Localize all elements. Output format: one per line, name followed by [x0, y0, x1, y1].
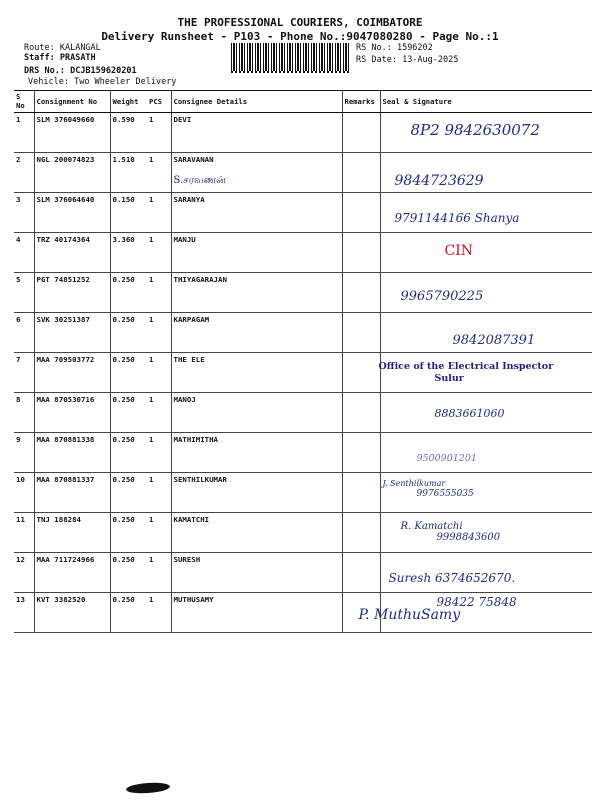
cell-sno: 5 [14, 273, 34, 313]
handwritten-signature: CIN [444, 243, 473, 259]
table-row [14, 593, 592, 633]
col-header-signature: Seal & Signature [380, 91, 592, 113]
cell-weight: 1.510 [110, 153, 147, 193]
cell-consignment: MAA 870881337 [34, 473, 110, 513]
cell-sno: 8 [14, 393, 34, 433]
cell-consignee: SARANYA [171, 193, 342, 233]
cell-consignee: MANOJ [171, 393, 342, 433]
cell-consignment: TRZ 40174364 [34, 233, 110, 273]
office-stamp-location: Sulur [434, 373, 464, 384]
table-header-row [14, 91, 592, 113]
table-row [14, 273, 592, 313]
cell-remarks [342, 433, 380, 473]
cell-remarks [342, 273, 380, 313]
vehicle-value: Two Wheeler Delivery [74, 77, 177, 87]
cell-consignment: KVT 3382520 [34, 593, 110, 633]
delivery-table [14, 90, 592, 633]
cell-consignment: SLM 376049660 [34, 113, 110, 153]
vehicle-line [28, 77, 176, 87]
cell-signature [380, 393, 592, 433]
rs-date-value: 13-Aug-2025 [402, 55, 459, 65]
col-header-remarks: Remarks [342, 91, 380, 113]
handwritten-signature: 9842087391 [452, 333, 536, 348]
cell-consignment: SLM 376064640 [34, 193, 110, 233]
table-row [14, 513, 592, 553]
table-row [14, 313, 592, 353]
handwritten-signature: R. Kamatchi [400, 521, 463, 532]
cell-sno: 11 [14, 513, 34, 553]
cell-sno: 4 [14, 233, 34, 273]
col-header-consignment: Consignment No [34, 91, 110, 113]
handwritten-signature: 9844723629 [394, 173, 484, 189]
table-row [14, 433, 592, 473]
cell-consignment: NGL 200074823 [34, 153, 110, 193]
cell-weight: 0.250 [110, 513, 147, 553]
cell-signature [358, 593, 592, 633]
cell-signature [380, 473, 592, 513]
cell-consignee: DEVI [171, 113, 342, 153]
cell-pcs: 1 [147, 193, 171, 233]
table-row [14, 393, 592, 433]
cell-remarks [342, 553, 380, 593]
cell-sno: 10 [14, 473, 34, 513]
rs-no-label: RS No.: [356, 43, 392, 53]
cell-consignment: SVK 30251387 [34, 313, 110, 353]
cell-weight: 0.590 [110, 113, 147, 153]
drs-line [24, 66, 137, 76]
cell-sno: 6 [14, 313, 34, 353]
cell-sno: 1 [14, 113, 34, 153]
cell-pcs: 1 [147, 273, 171, 313]
cell-signature [380, 313, 592, 353]
cell-consignment: MAA 709503772 [34, 353, 110, 393]
staff-value: PRASATH [59, 53, 96, 63]
cell-weight: 0.250 [110, 393, 147, 433]
table-row [14, 233, 592, 273]
table-row [14, 473, 592, 513]
handwritten-signature: 9500901201 [416, 453, 477, 464]
table-row [14, 553, 592, 593]
cell-remarks [342, 393, 380, 433]
col-header-pcs: PCS [147, 91, 171, 113]
cell-consignee: THIYAGARAJAN [171, 273, 342, 313]
handwritten-signature: Suresh 6374652670. [388, 571, 516, 585]
cell-consignment: TNJ 188284 [34, 513, 110, 553]
cell-remarks [342, 313, 380, 353]
handwritten-signature: P. MuthuSamy [358, 607, 461, 623]
cell-pcs: 1 [147, 593, 171, 633]
rs-date-label: RS Date: [356, 55, 397, 65]
cell-sno: 7 [14, 353, 34, 393]
col-header-weight: Weight [110, 91, 147, 113]
cell-weight: 0.250 [110, 313, 147, 353]
cell-sno: 12 [14, 553, 34, 593]
runsheet-subtitle: Delivery Runsheet - P103 - Phone No.:9047080280 - Page No.:1 [101, 30, 499, 43]
cell-remarks [342, 353, 380, 393]
cell-pcs: 1 [147, 233, 171, 273]
cell-consignee: MUTHUSAMY [171, 593, 342, 633]
handwritten-phone: 9976555035 [416, 489, 474, 499]
handwritten-signature: 8883661060 [434, 407, 505, 420]
cell-remarks [342, 473, 380, 513]
cell-consignment: MAA 711724966 [34, 553, 110, 593]
table-row [14, 193, 592, 233]
handwritten-signature: 9791144166 Shanya [394, 211, 520, 225]
cell-weight: 0.250 [110, 273, 147, 313]
cell-consignment: MAA 870530716 [34, 393, 110, 433]
cell-remarks [342, 113, 380, 153]
cell-weight: 0.250 [110, 433, 147, 473]
cell-sno: 13 [14, 593, 34, 633]
pen-mark [126, 781, 171, 794]
route-value: KALANGAL [59, 43, 101, 53]
cell-sno: 2 [14, 153, 34, 193]
col-header-sno: S No [14, 91, 34, 113]
cell-remarks [342, 153, 380, 193]
cell-consignee: KAMATCHI [171, 513, 342, 553]
cell-pcs: 1 [147, 433, 171, 473]
office-stamp: Office of the Electrical Inspector [378, 361, 554, 372]
table-row [14, 153, 592, 193]
company-title: THE PROFESSIONAL COURIERS, COIMBATORE [177, 16, 423, 29]
staff-label: Staff: [24, 53, 55, 63]
cell-sno: 3 [14, 193, 34, 233]
vehicle-label: Vehicle: [28, 77, 69, 87]
handwritten-signature: J. Senthilkumar [382, 479, 446, 488]
rs-no-line [356, 43, 433, 53]
cell-pcs: 1 [147, 473, 171, 513]
cell-weight: 0.250 [110, 473, 147, 513]
handwritten-phone: 9998843600 [436, 532, 501, 543]
handwritten-phone: 98422 75848 [436, 595, 517, 609]
cell-consignee: SURESH [171, 553, 342, 593]
barcode-strip [231, 71, 350, 73]
cell-signature [380, 233, 592, 273]
rs-date-line [356, 55, 458, 65]
cell-pcs: 1 [147, 353, 171, 393]
drs-label: DRS No.: [24, 66, 65, 76]
cell-consignee: THE ELE [171, 353, 342, 393]
handwritten-signature: 8P2 9842630072 [410, 121, 540, 139]
cell-pcs: 1 [147, 153, 171, 193]
cell-consignee: MATHIMITHA [171, 433, 342, 473]
route-label: Route: [24, 43, 55, 53]
cell-signature [380, 193, 592, 233]
cell-consignment: PGT 74851252 [34, 273, 110, 313]
table-row [14, 113, 592, 153]
table-row [14, 353, 592, 393]
cell-signature [380, 153, 592, 193]
cell-signature [380, 553, 592, 593]
cell-pcs: 1 [147, 393, 171, 433]
rs-no-value: 1596202 [396, 43, 433, 53]
cell-consignee [171, 153, 342, 193]
cell-remarks [342, 193, 380, 233]
cell-pcs: 1 [147, 513, 171, 553]
cell-consignee: MANJU [171, 233, 342, 273]
handwritten-signature: 9965790225 [400, 289, 484, 304]
cell-weight: 0.250 [110, 593, 147, 633]
route-line [24, 43, 101, 53]
cell-remarks [342, 233, 380, 273]
cell-consignee: KARPAGAM [171, 313, 342, 353]
consignee-name: SARAVANAN [173, 155, 214, 164]
drs-value: DCJB159620201 [70, 66, 137, 76]
cell-pcs: 1 [147, 553, 171, 593]
cell-consignee: SENTHILKUMAR [171, 473, 342, 513]
cell-signature [380, 273, 592, 313]
cell-remarks [342, 513, 380, 553]
handwritten-note: S.சரவணன் [173, 175, 226, 186]
cell-pcs: 1 [147, 113, 171, 153]
cell-weight: 0.150 [110, 193, 147, 233]
cell-weight: 0.250 [110, 353, 147, 393]
cell-weight: 3.360 [110, 233, 147, 273]
cell-signature [380, 433, 592, 473]
cell-weight: 0.250 [110, 553, 147, 593]
barcode-image [231, 43, 350, 71]
cell-consignment: MAA 870881338 [34, 433, 110, 473]
cell-signature [380, 513, 592, 553]
cell-pcs: 1 [147, 313, 171, 353]
cell-sno: 9 [14, 433, 34, 473]
cell-signature [380, 353, 592, 393]
cell-signature [380, 113, 592, 153]
staff-line [24, 53, 96, 63]
col-header-consignee: Consignee Details [171, 91, 342, 113]
